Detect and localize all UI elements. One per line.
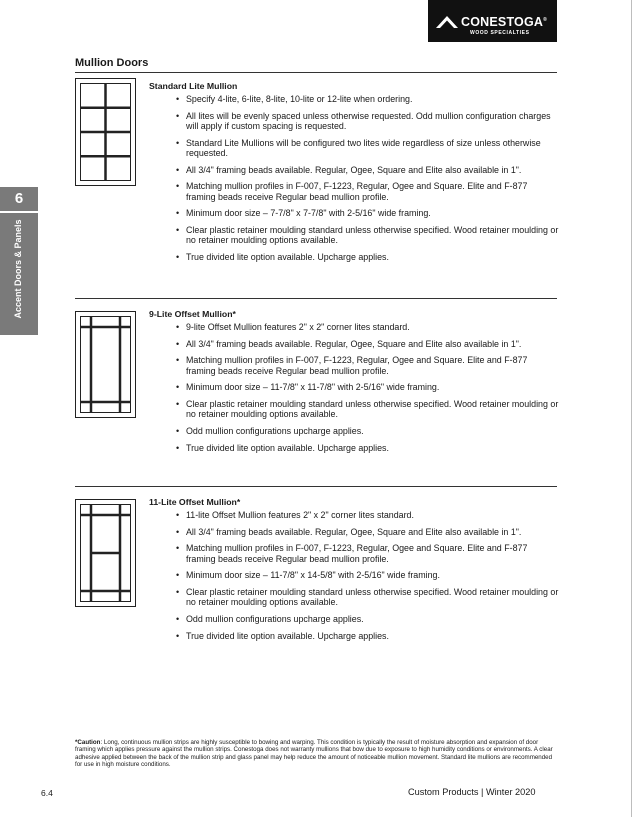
bullet-list bbox=[149, 510, 559, 641]
chapter-tab-divider bbox=[0, 211, 38, 213]
caution-label: *Caution bbox=[75, 739, 101, 746]
nine-lite-offset-mullion-section bbox=[149, 309, 559, 459]
bullet-item: • 9-lite Offset Mullion features 2" x 2" corner lites standard. bbox=[149, 322, 559, 332]
section-title: Mullion Doors bbox=[75, 57, 149, 69]
eleven-lite-offset-mullion-section bbox=[149, 497, 559, 647]
chapter-tab bbox=[0, 187, 38, 335]
divider bbox=[75, 72, 557, 73]
standard-lite-mullion-section bbox=[149, 81, 559, 269]
conestoga-logo bbox=[428, 0, 557, 42]
caution-text: : Long, continuous mullion strips are highly susceptible to bowing and warping. This condition is typically the result of moisture absorption and expansion of door framing which applies pressure against the mullion strips. Conestoga does not warranty mullions that bow due to exposure to high humidity conditions or environments. A clear adhesive applied between the back of the mullion strip and glass panel may help reduce the amount of noticeable mullion movement. Standard lite mullions are recommended for use in high moisture conditions. bbox=[75, 739, 553, 769]
bullet-item: • Specify 4-lite, 6-lite, 8-lite, 10-lite or 12-lite when ordering. bbox=[149, 94, 559, 104]
bullet-item: • Matching mullion profiles in F-007, F-1223, Regular, Ogee and Square. Elite and F-877 framing beads receive Regular bead mullion profile. bbox=[149, 543, 559, 564]
bullet-item: • Clear plastic retainer moulding standard unless otherwise specified. Wood retainer moulding or no retainer moulding options available. bbox=[149, 225, 559, 246]
bullet-item: • Odd mullion configurations upcharge applies. bbox=[149, 426, 559, 436]
bullet-item: • Clear plastic retainer moulding standard unless otherwise specified. Wood retainer moulding or no retainer moulding options available. bbox=[149, 587, 559, 608]
bullet-item: • Matching mullion profiles in F-007, F-1223, Regular, Ogee and Square. Elite and F-877 framing beads receive Regular bead mullion profile. bbox=[149, 181, 559, 202]
standard-lite-mullion-door-illustration bbox=[75, 78, 136, 186]
chapter-label: Accent Doors & Panels bbox=[13, 219, 23, 319]
bullet-item: • Matching mullion profiles in F-007, F-1223, Regular, Ogee and Square. Elite and F-877 framing beads receive Regular bead mullion profile. bbox=[149, 355, 559, 376]
bullet-item: • Standard Lite Mullions will be configured two lites wide regardless of size unless otherwise requested. bbox=[149, 138, 559, 159]
bullet-item: • Odd mullion configurations upcharge applies. bbox=[149, 614, 559, 624]
bullet-item: • Minimum door size – 11-7/8" x 14-5/8" with 2-5/16" wide framing. bbox=[149, 570, 559, 580]
block-title: Standard Lite Mullion bbox=[149, 81, 238, 91]
bullet-item: • True divided lite option available. Upcharge applies. bbox=[149, 631, 559, 641]
bullet-item: • All 3/4" framing beads available. Regular, Ogee, Square and Elite also available in 1". bbox=[149, 165, 559, 175]
nine-lite-offset-mullion-door-illustration bbox=[75, 311, 136, 418]
bullet-item: • True divided lite option available. Upcharge applies. bbox=[149, 252, 559, 262]
bullet-list bbox=[149, 94, 559, 262]
bullet-item: • True divided lite option available. Upcharge applies. bbox=[149, 443, 559, 453]
roof-mark-icon bbox=[436, 15, 458, 29]
block-title: 9-Lite Offset Mullion* bbox=[149, 309, 236, 319]
divider bbox=[75, 298, 557, 299]
bullet-item: • 11-lite Offset Mullion features 2" x 2" corner lites standard. bbox=[149, 510, 559, 520]
footer-title: Custom Products | Winter 2020 bbox=[408, 787, 536, 797]
bullet-list bbox=[149, 322, 559, 453]
brand-tagline: WOOD SPECIALTIES bbox=[470, 30, 530, 36]
eleven-lite-offset-mullion-door-illustration bbox=[75, 499, 136, 607]
bullet-item: • All 3/4" framing beads available. Regular, Ogee, Square and Elite also available in 1". bbox=[149, 339, 559, 349]
brand-name: CONESTOGA® bbox=[461, 15, 548, 29]
page-number: 6.4 bbox=[41, 788, 53, 798]
divider bbox=[75, 486, 557, 487]
bullet-item: • Clear plastic retainer moulding standard unless otherwise specified. Wood retainer moulding or no retainer moulding options available. bbox=[149, 399, 559, 420]
bullet-item: • Minimum door size – 7-7/8" x 7-7/8" with 2-5/16" wide framing. bbox=[149, 208, 559, 218]
block-title: 11-Lite Offset Mullion* bbox=[149, 497, 241, 507]
chapter-number: 6 bbox=[14, 190, 24, 207]
caution-footnote bbox=[75, 739, 559, 769]
bullet-item: • All lites will be evenly spaced unless otherwise requested. Odd mullion configuration charges will apply if custom spacing is requested. bbox=[149, 111, 559, 132]
bullet-item: • All 3/4" framing beads available. Regular, Ogee, Square and Elite also available in 1". bbox=[149, 527, 559, 537]
bullet-item: • Minimum door size – 11-7/8" x 11-7/8" with 2-5/16" wide framing. bbox=[149, 382, 559, 392]
